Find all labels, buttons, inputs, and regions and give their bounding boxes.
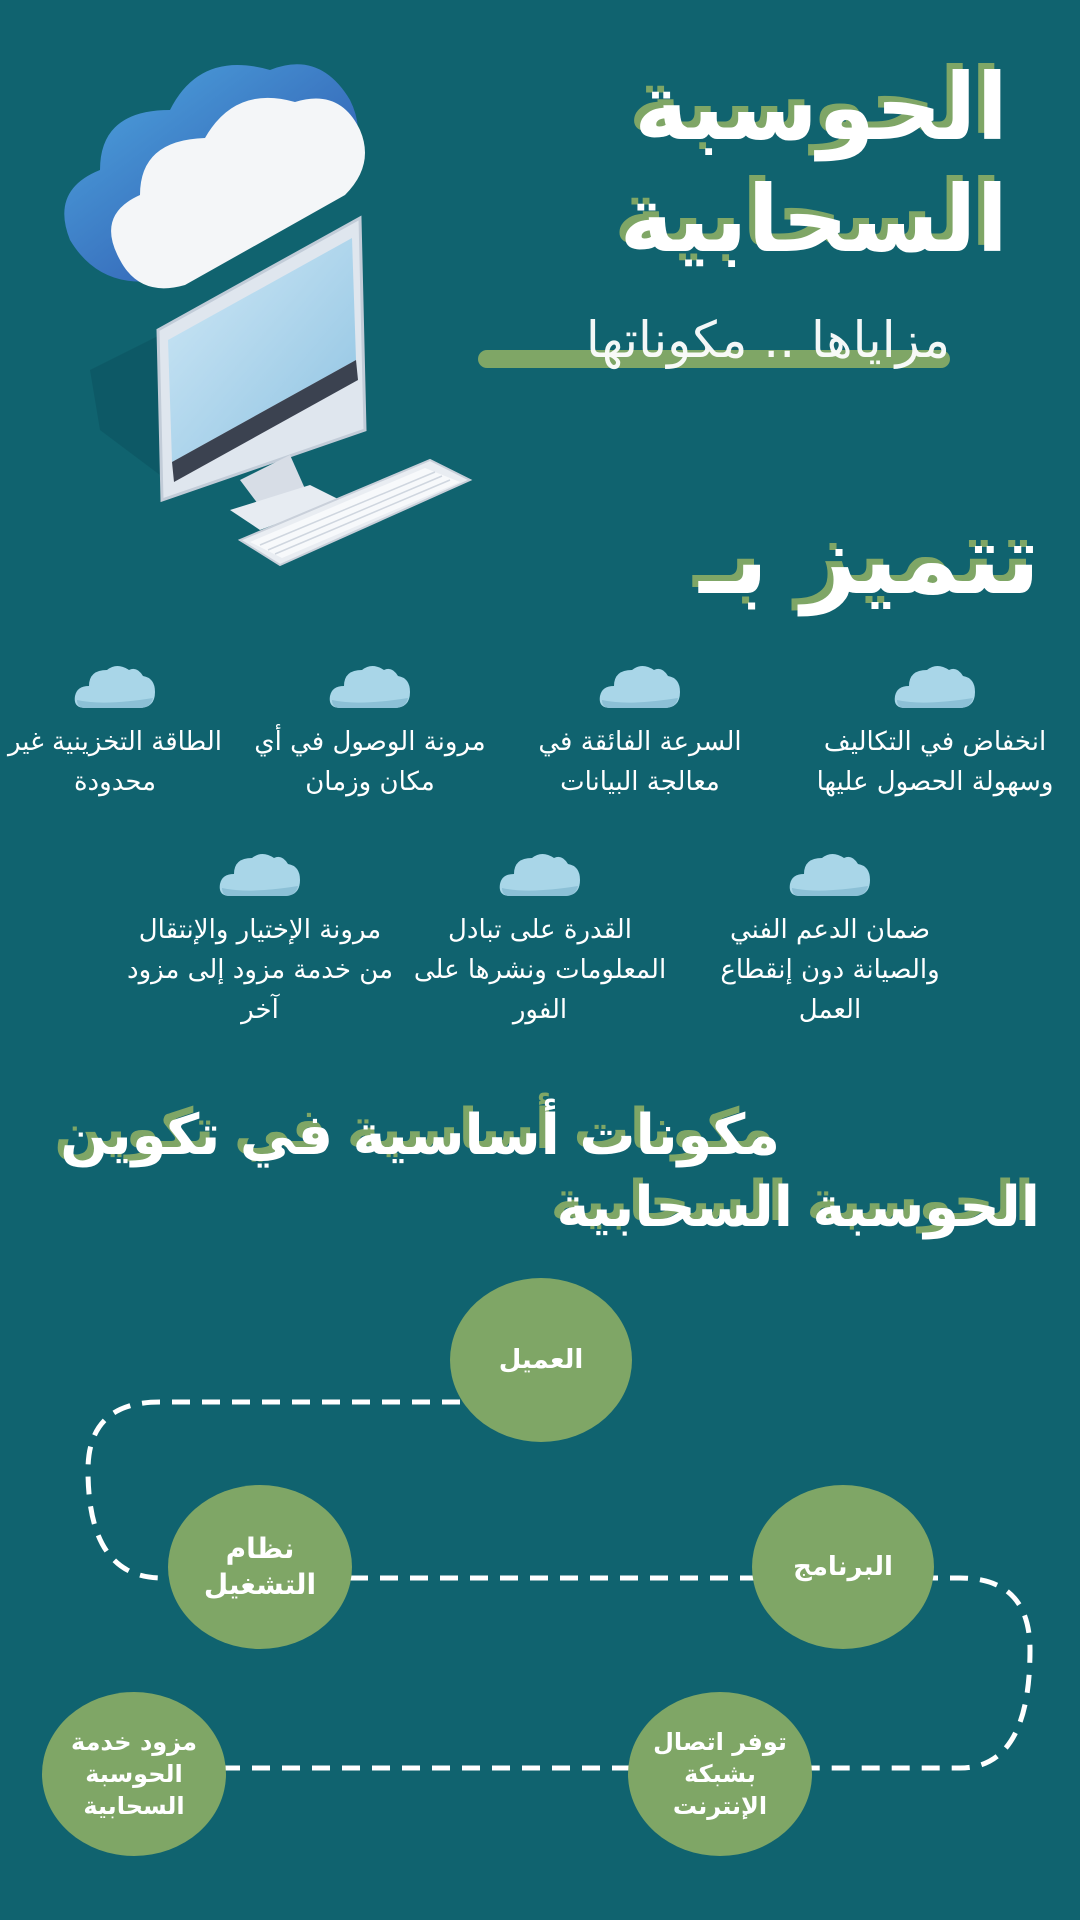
node-label: البرنامج [793, 1552, 893, 1582]
title-line-2: السحابية [619, 166, 1008, 273]
cloud-icon [218, 850, 302, 900]
feature-label: ضمان الدعم الفني والصيانة دون إنقطاع العمل [720, 915, 940, 1025]
feature-label: السرعة الفائقة في معالجة البيانات [538, 727, 742, 797]
node-cloud-provider [42, 1692, 226, 1856]
feature-item [0, 662, 230, 802]
cloud-icon [598, 662, 682, 712]
feature-item [240, 662, 500, 802]
cloud-icon [788, 850, 872, 900]
components-heading-line-1: مكونات أساسية في تكوين [60, 1103, 780, 1168]
feature-item [410, 850, 670, 1030]
feature-label: مرونة الإختيار والإنتقال من خدمة مزود إلى مزود آخر [127, 915, 393, 1025]
feature-item [790, 662, 1080, 802]
node-software [752, 1485, 934, 1649]
cloud-icon [498, 850, 582, 900]
node-label: توفر اتصال بشبكة الإنترنت [653, 1728, 787, 1820]
cloud-icon [893, 662, 977, 712]
feature-item [120, 850, 400, 1030]
feature-item [700, 850, 960, 1030]
feature-label: مرونة الوصول في أي مكان وزمان [254, 727, 486, 797]
subtitle: مزاياها .. مكوناتها [585, 311, 950, 369]
feature-item [510, 662, 770, 802]
components-heading [20, 1100, 1040, 1244]
node-operating-system [168, 1485, 352, 1649]
page-title [488, 52, 1008, 276]
feature-label: انخفاض في التكاليف وسهولة الحصول عليها [816, 727, 1054, 797]
node-internet [628, 1692, 812, 1856]
node-label: نظام التشغيل [203, 1532, 317, 1601]
node-label: مزود خدمة الحوسبة السحابية [71, 1728, 197, 1820]
cloud-icon [73, 662, 157, 712]
cloud-computer-illustration [40, 30, 500, 590]
node-client [450, 1278, 632, 1442]
node-label: العميل [498, 1345, 584, 1375]
components-heading-line-2: الحوسبة السحابية [556, 1175, 1040, 1240]
subtitle-block [470, 310, 950, 370]
cloud-icon [328, 662, 412, 712]
feature-label: القدرة على تبادل المعلومات ونشرها على الفور [413, 915, 667, 1025]
feature-label: الطاقة التخزينية غير محدودة [7, 727, 223, 797]
advantages-heading: تتميز بـ [699, 504, 1040, 616]
title-line-1: الحوسبة [634, 54, 1008, 161]
